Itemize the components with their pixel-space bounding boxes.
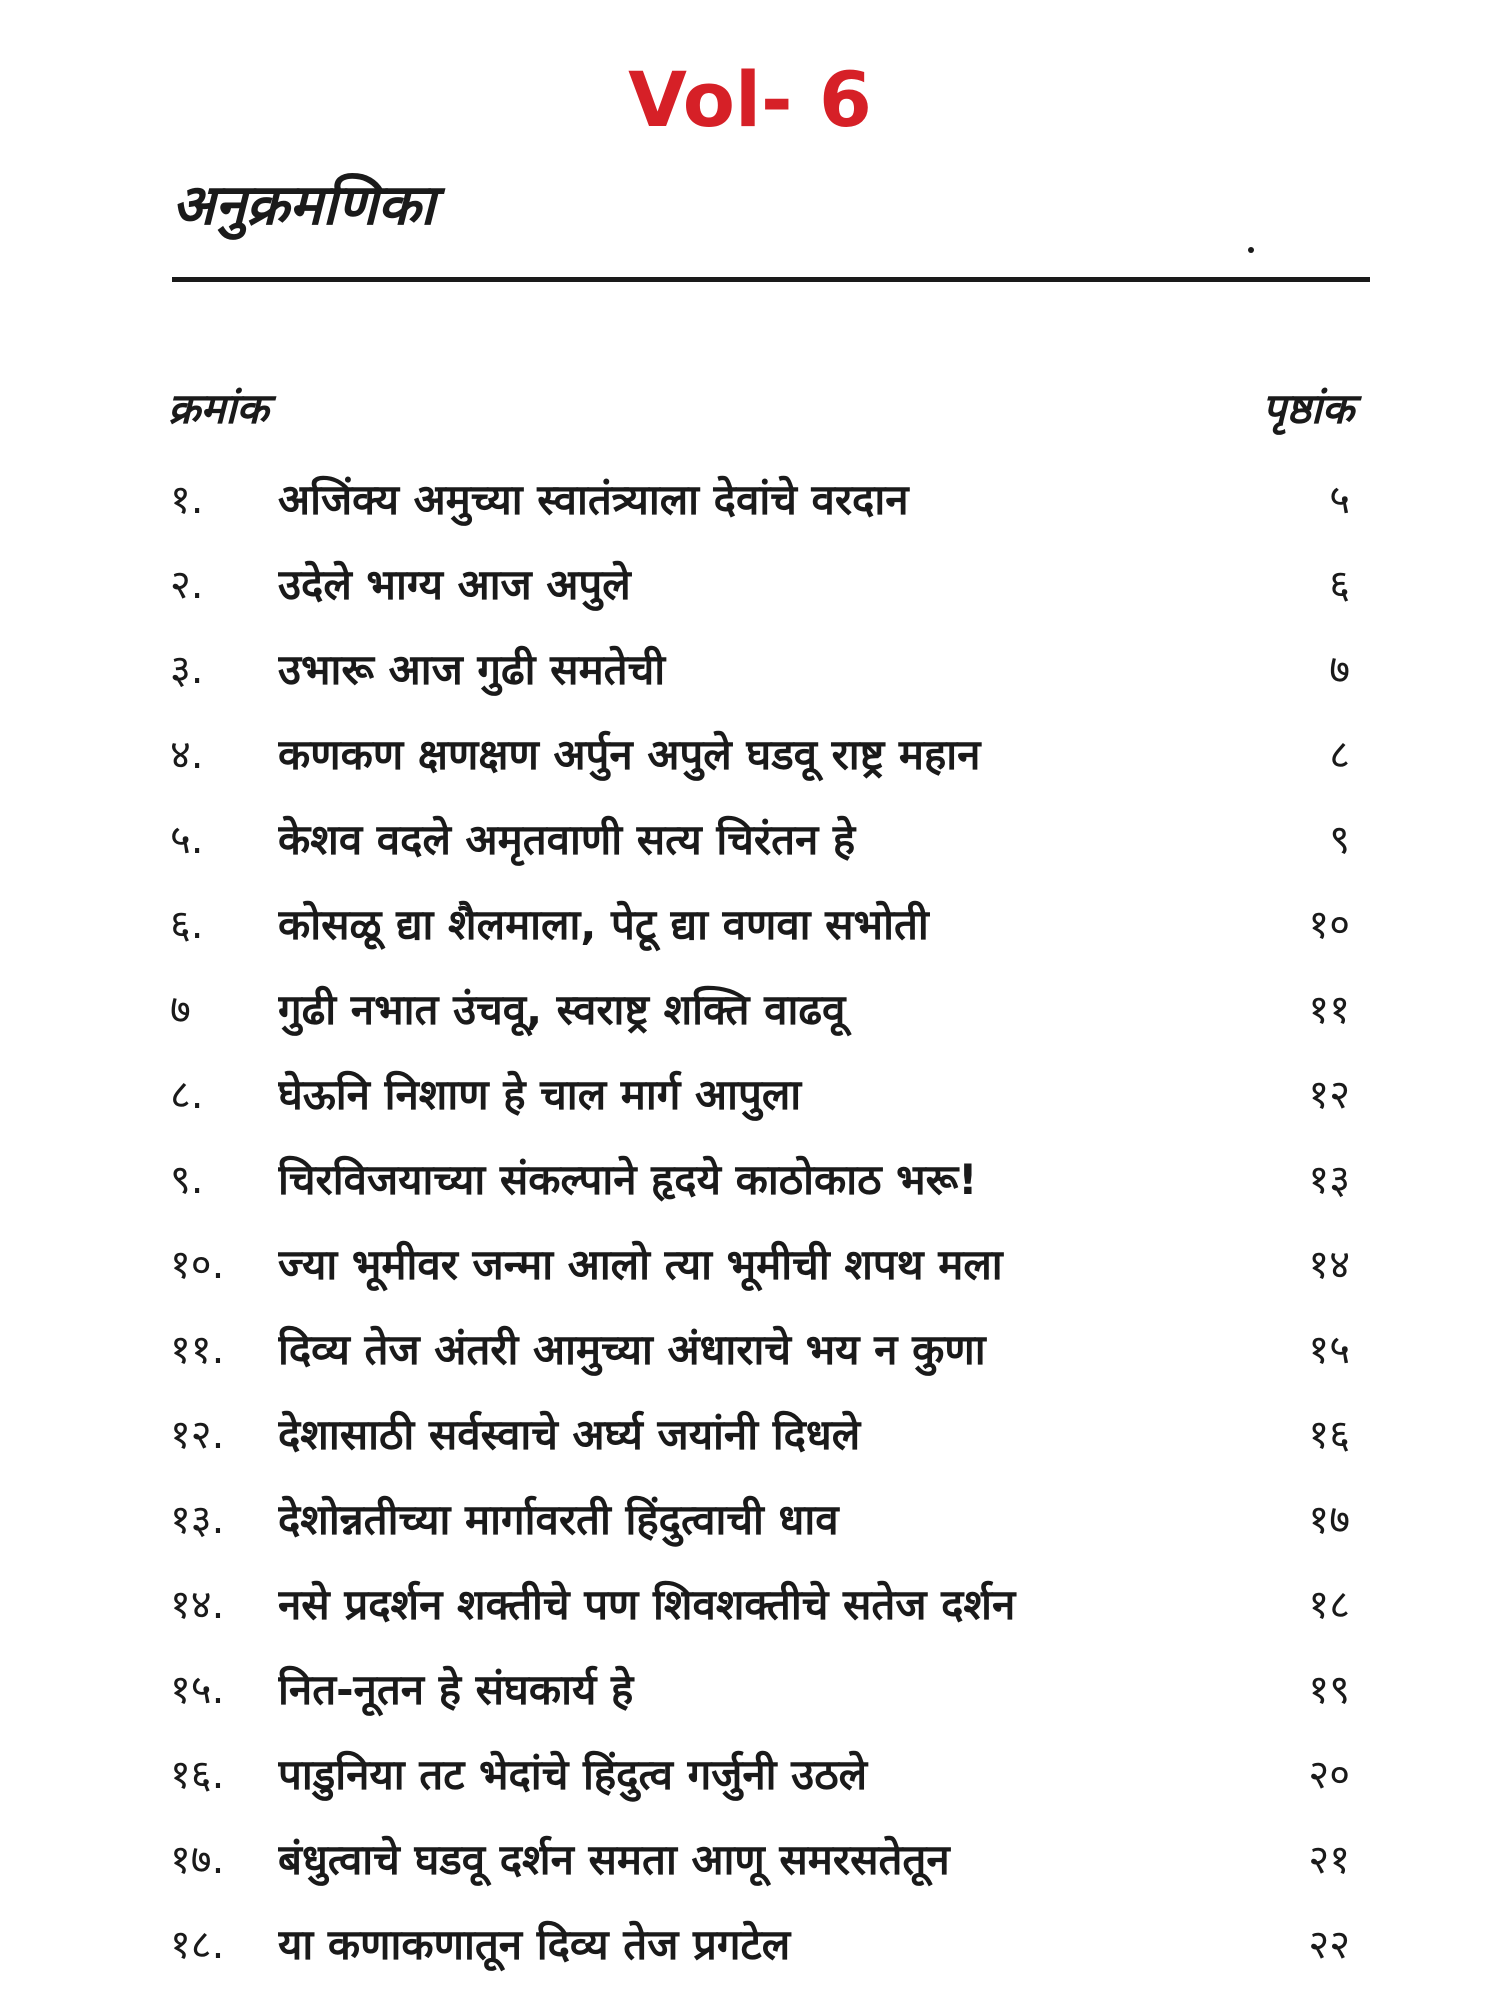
toc-page: ६ <box>1329 562 1350 608</box>
toc-title: अजिंक्य अमुच्या स्वातंत्र्याला देवांचे वरदान <box>278 475 909 524</box>
toc-title: या कणाकणातून दिव्य तेज प्रगटेल <box>278 1920 791 1969</box>
toc-serial: १६. <box>170 1752 225 1798</box>
toc-row <box>0 1403 1500 1488</box>
toc-serial: १५. <box>170 1667 225 1713</box>
toc-row <box>0 553 1500 638</box>
toc-serial: ९. <box>170 1157 204 1203</box>
toc-title: उदेले भाग्य आज अपुले <box>278 560 631 609</box>
toc-row <box>0 1233 1500 1318</box>
toc-title: दिव्य तेज अंतरी आमुच्या अंधाराचे भय न कुणा <box>278 1325 986 1374</box>
toc-serial: १४. <box>170 1582 225 1628</box>
toc-title: गुढी नभात उंचवू, स्वराष्ट्र शक्ति वाढवू <box>278 985 846 1034</box>
toc-serial: ३. <box>170 647 204 693</box>
toc-serial: ४. <box>170 732 204 778</box>
toc-row <box>0 1658 1500 1743</box>
toc-title: घेऊनि निशाण हे चाल मार्ग आपुला <box>278 1070 802 1119</box>
toc-row <box>0 978 1500 1063</box>
toc-serial: १. <box>170 477 204 523</box>
toc-row <box>0 1063 1500 1148</box>
table-of-contents <box>0 468 1500 1998</box>
toc-row <box>0 893 1500 978</box>
toc-page: १६ <box>1308 1412 1350 1458</box>
toc-serial: १८. <box>170 1922 225 1968</box>
toc-serial: १७. <box>170 1837 225 1883</box>
toc-title: कणकण क्षणक्षण अर्पुन अपुले घडवू राष्ट्र महान <box>278 730 981 779</box>
toc-page: २१ <box>1308 1837 1350 1883</box>
toc-row <box>0 1743 1500 1828</box>
toc-page: २० <box>1308 1752 1350 1798</box>
toc-page: ७ <box>1329 647 1350 693</box>
toc-title: उभारू आज गुढी समतेची <box>278 645 666 694</box>
toc-title: बंधुत्वाचे घडवू दर्शन समता आणू समरसतेतून <box>278 1835 950 1884</box>
toc-row <box>0 1573 1500 1658</box>
toc-title: देशोन्नतीच्या मार्गावरती हिंदुत्वाची धाव <box>278 1495 839 1544</box>
toc-title: केशव वदले अमृतवाणी सत्य चिरंतन हे <box>278 815 856 864</box>
heading-rule <box>172 277 1370 282</box>
toc-page: २२ <box>1308 1922 1350 1968</box>
toc-serial: ११. <box>170 1327 225 1373</box>
toc-serial: २. <box>170 562 204 608</box>
page-column-header: पृष्ठांक <box>1262 384 1354 433</box>
toc-page: ११ <box>1308 987 1350 1033</box>
toc-serial: १३. <box>170 1497 225 1543</box>
toc-page: ५ <box>1329 477 1350 523</box>
toc-title: देशासाठी सर्वस्वाचे अर्घ्य जयांनी दिधले <box>278 1410 861 1459</box>
toc-title: चिरविजयाच्या संकल्पाने हृदये काठोकाठ भरू! <box>278 1155 978 1204</box>
toc-title: नित-नूतन हे संघकार्य हे <box>278 1665 634 1714</box>
toc-page: १८ <box>1308 1582 1350 1628</box>
toc-page: १४ <box>1308 1242 1350 1288</box>
stray-dot <box>1248 247 1254 253</box>
toc-row <box>0 1828 1500 1913</box>
toc-title: नसे प्रदर्शन शक्तीचे पण शिवशक्तीचे सतेज दर्शन <box>278 1580 1016 1629</box>
toc-row <box>0 1488 1500 1573</box>
toc-page: ९ <box>1329 817 1350 863</box>
toc-serial: ५. <box>170 817 204 863</box>
volume-title: Vol- 6 <box>628 55 872 144</box>
toc-row <box>0 1148 1500 1233</box>
toc-page: ८ <box>1329 732 1350 778</box>
toc-title: ज्या भूमीवर जन्मा आलो त्या भूमीची शपथ मला <box>278 1240 1003 1289</box>
toc-title: कोसळू द्या शैलमाला, पेटू द्या वणवा सभोती <box>278 900 929 949</box>
toc-row <box>0 1318 1500 1403</box>
toc-page: १७ <box>1308 1497 1350 1543</box>
toc-serial: ७ <box>170 987 191 1033</box>
page-heading: अनुक्रमणिका <box>172 173 435 238</box>
toc-row <box>0 1913 1500 1998</box>
toc-row <box>0 723 1500 808</box>
serial-column-header: क्रमांक <box>168 384 269 433</box>
toc-page: १२ <box>1308 1072 1350 1118</box>
toc-row <box>0 468 1500 553</box>
toc-row <box>0 638 1500 723</box>
toc-page: १० <box>1308 902 1350 948</box>
toc-page: १९ <box>1308 1667 1350 1713</box>
toc-serial: ८. <box>170 1072 204 1118</box>
toc-row <box>0 808 1500 893</box>
toc-serial: ६. <box>170 902 204 948</box>
toc-serial: १२. <box>170 1412 225 1458</box>
toc-serial: १०. <box>170 1242 225 1288</box>
toc-page: १३ <box>1308 1157 1350 1203</box>
toc-title: पाडुनिया तट भेदांचे हिंदुत्व गर्जुनी उठले <box>278 1750 868 1799</box>
toc-page: १५ <box>1308 1327 1350 1373</box>
